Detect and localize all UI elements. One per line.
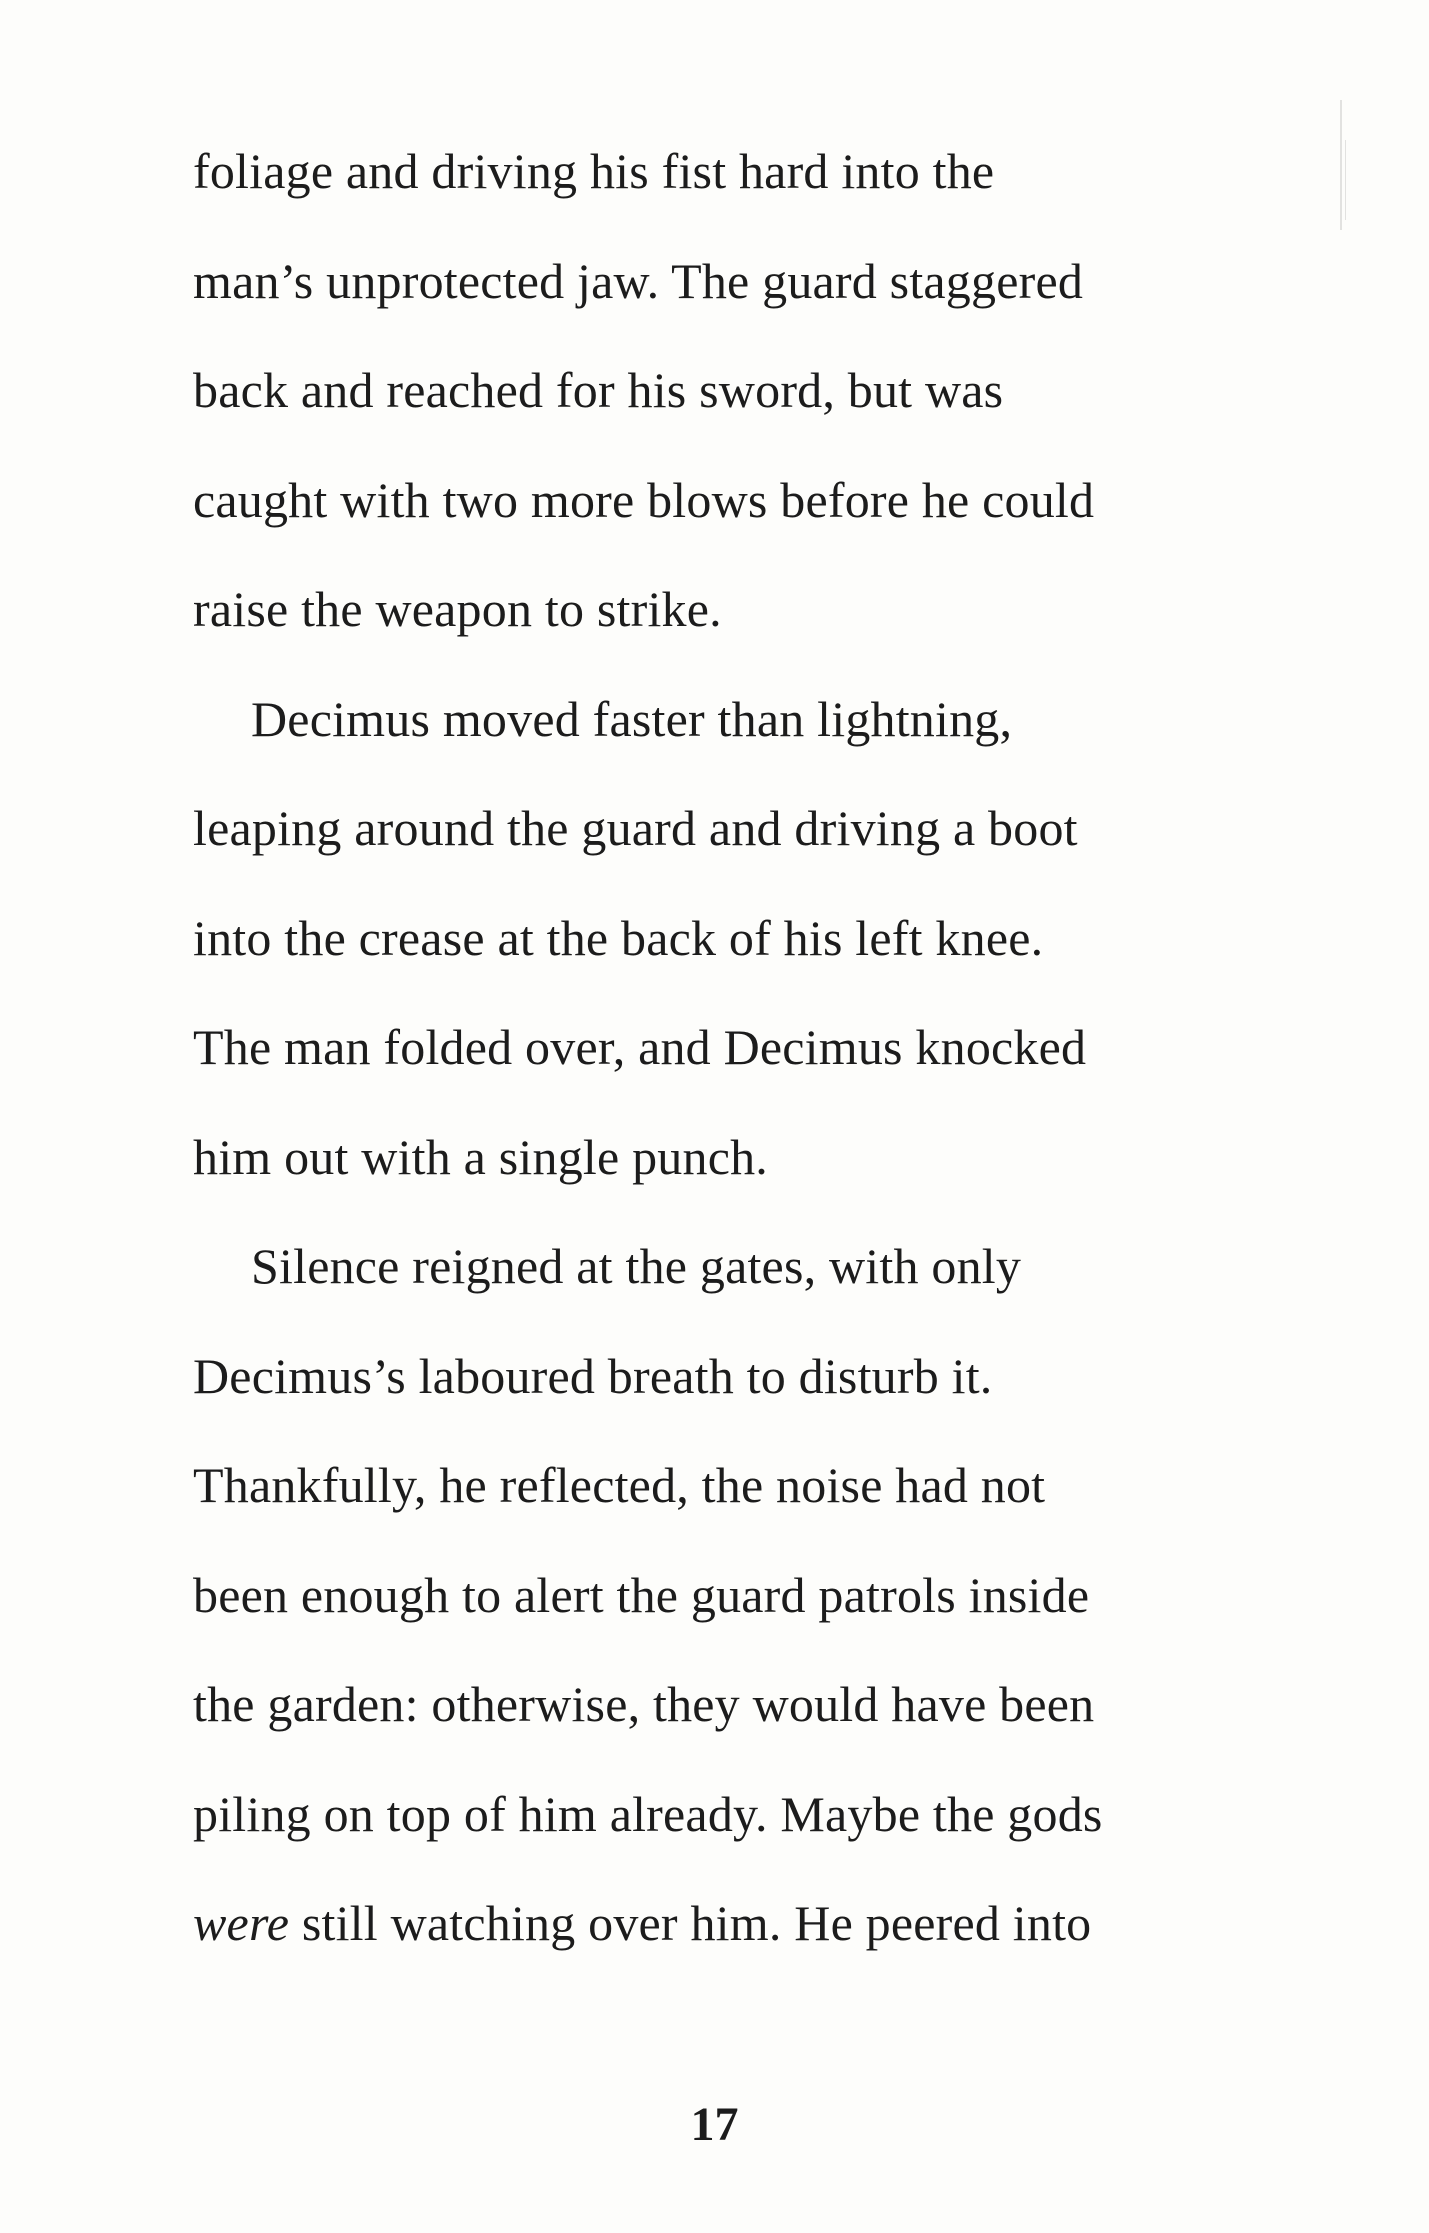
italic-emphasis: were <box>193 1895 290 1951</box>
paragraph <box>193 135 1253 683</box>
text-line: The man folded over, and Decimus knocked <box>193 1019 1087 1075</box>
text-line: raise the weapon to strike. <box>193 581 722 637</box>
text-line: been enough to alert the guard patrols inside <box>193 1566 1090 1623</box>
text-line: the garden: otherwise, they would have been <box>193 1676 1095 1732</box>
paragraph <box>193 683 1253 1231</box>
text-line: man’s unprotected jaw. The guard staggered <box>193 252 1084 309</box>
text-line: foliage and driving his fist hard into the <box>193 143 995 199</box>
text-line: leaping around the guard and driving a boot <box>193 800 1078 856</box>
scan-artifact-line <box>1340 100 1342 230</box>
text-line: back and reached for his sword, but was <box>193 362 1004 418</box>
text-line-rest: still watching over him. He peered into <box>289 1895 1092 1951</box>
text-line: Decimus’s laboured breath to disturb it. <box>193 1347 993 1404</box>
text-line: Silence reigned at the gates, with only <box>251 1238 1022 1294</box>
text-line: caught with two more blows before he could <box>193 471 1095 528</box>
paragraph <box>193 1230 1253 1997</box>
text-line: piling on top of him already. Maybe the gods <box>193 1785 1103 1842</box>
text-line: him out with a single punch. <box>193 1128 768 1185</box>
text-line <box>193 1887 1253 1997</box>
text-line: into the crease at the back of his left knee. <box>193 909 1044 966</box>
scan-artifact-line <box>1345 140 1346 220</box>
text-line: Decimus moved faster than lightning, <box>251 690 1013 747</box>
body-text <box>193 135 1253 1997</box>
page-number: 17 <box>690 2098 739 2151</box>
text-line: Thankfully, he reflected, the noise had not <box>193 1457 1046 1513</box>
